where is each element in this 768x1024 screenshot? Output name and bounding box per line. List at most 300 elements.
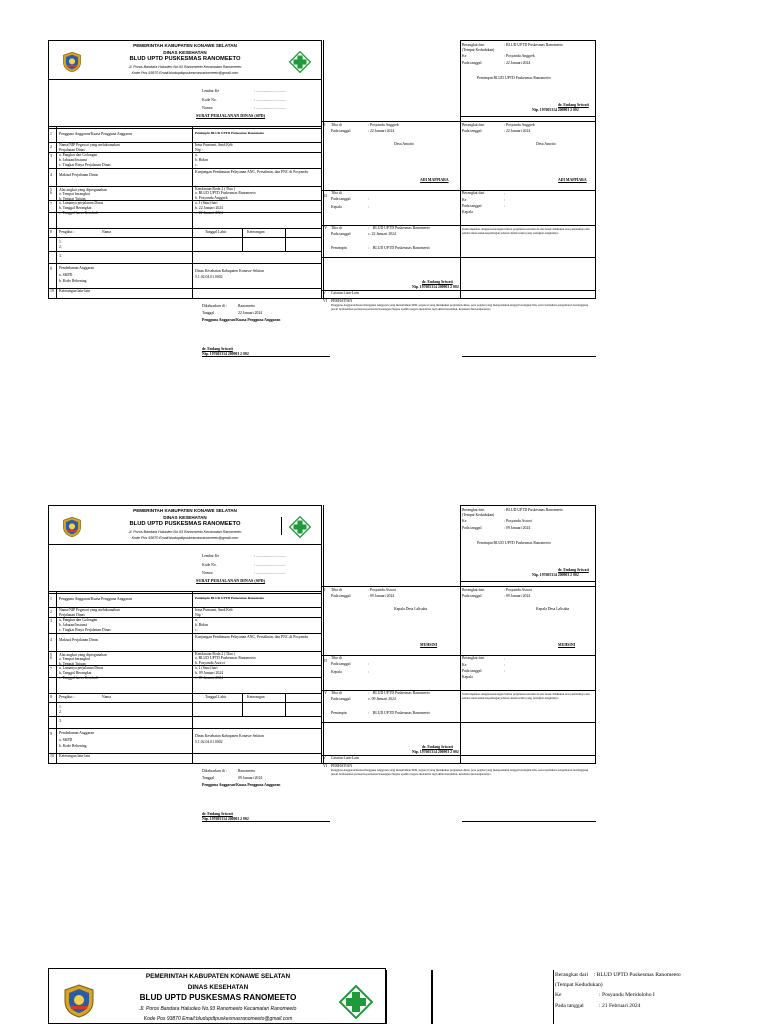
kepala-label: Kepala [462,675,473,679]
value-pengguna-anggaran: Pemimpin BLUD UPTD Puskesmas Ranomeeto [195,596,265,600]
row-number: 3 [50,619,52,623]
label-alat-angkut: Alat angkut yang dipergunakan [59,188,107,192]
ke-label: Ke [462,663,467,667]
label-pengikut: Pengikut : [59,230,75,234]
label-maksud: Maksud Perjalanan Dinas [59,638,99,642]
value-tgl-kembali: c. 09 Januari 2024 [195,676,223,680]
colon: : [504,198,506,202]
value-alat-angkut: Kendaraan Roda 2 ( Dua ) [195,652,235,656]
spd-document-1 [48,40,596,360]
telah-diperiksa-text: Telah diperiksa dengan keterangan bahwa perjalanan tersebut di atas benar dilakukan atas perintahnya dan semata mata untuk kepentingan jabatan dalam waktu yang sesingkat-singkatnya. [462,692,590,700]
tiba-tanggal: c. 22 Januari 2024 [368,232,396,236]
kode-label: Kode No. [202,98,217,102]
signer-nip: Nip. 197605314 200903 2 002 [532,108,579,112]
dikeluarkan-label: Dikeluarkan di : [202,304,227,308]
pengguna-label: Pengguna Anggaran/Kuasa Pengguna Anggaran [202,318,281,322]
rule-line [48,237,322,238]
rule-line [281,517,282,535]
health-cross-icon [289,516,311,538]
berangkat-value: : Posyandu Anggrek [504,123,535,127]
nomor-label: Nomor [202,106,213,110]
label-pengikut-tgl: Tanggal Lahir [205,230,227,234]
pemimpin-value: Pemimpin BLUD UPTD Puskesmas Ranomeeto [477,76,551,80]
pada-tanggal-label: Pada tanggal [331,232,351,236]
rule-line [322,586,596,587]
header-line3: BLUD UPTD PUSKESMAS RANOMEETO [129,56,241,62]
tanggal-value: 22 Januari 2024 [238,311,263,315]
tiba-tanggal: c. 09 Januari 2024 [368,697,396,701]
pemimpin-value: Pemimpin BLUD UPTD Puskesmas Ranomeeto [477,541,551,545]
header-line5: Kode Pos 93870 Email:bludupdtpuskesmasranomeeto@gmail.com [131,71,239,75]
perhatian-label: PERHATIAN [331,299,353,303]
value-tgl-kembali: c. 22 Januari 2024 [195,211,223,215]
pada-tanggal-value: : 09 Januari 2024 [504,526,531,530]
pemimpin-value: : BLUD UPTD Puskesmas Ranomeeto [368,711,430,715]
label-tempat-berangkat: a. Tempat berangkat [59,192,90,196]
header-line2: DINAS KESEHATAN [187,984,249,991]
pada-tanggal-label: Pada tanggal [462,204,482,208]
value-nama: Irma Purnami, Amd.Keb [195,608,233,612]
label-pengikut-tgl: Tanggal Lahir [205,695,227,699]
ke-label: Ke [462,198,467,202]
label-pembebanan: Pembebanan Anggaran [59,266,95,270]
header-line3: BLUD UPTD PUSKESMAS RANOMEETO [129,521,241,527]
health-cross-icon [339,985,373,1019]
label-keterangan: Keterangan lain-lain [59,754,91,758]
berangkat-label: Berangkat dari [462,508,485,512]
label-pengguna-anggaran: Pengguna Anggaran/Kuasa Pengguna Anggaran [59,597,132,601]
ke-value: : Posyandu Asoroi [504,519,532,523]
value-alat-angkut: Kendaraan Roda 2 ( Dua ) [195,187,235,191]
label-pengikut: Pengikut : [59,695,75,699]
tiba-tanggal: : 09 Januari 2024 [368,594,395,598]
label-tgl-kembali: c. Tanggal harus Kembali [59,211,98,215]
ke-value: : Posyandu Anggrek [504,54,535,58]
spd-title: SURAT PERJALANAN DINAS (SPD) [196,578,266,583]
rule-line [48,633,322,634]
label-nama-nip: Nama/NIP Pegawai yang melaksanakan [59,608,120,612]
label-tempat-berangkat: a. Tempat berangkat [59,657,90,661]
kepala-value: Desa Amotio [394,142,414,146]
row-number: VI [323,764,328,768]
rule-line [48,591,322,592]
rule-line [48,228,322,229]
berangkat-value: : Posyandu Asoroi [504,588,532,592]
pengikut-row: 1. [59,240,62,244]
rule-line [595,505,596,763]
signer-nip: Nip. 197605314 200903 2 002 [412,750,459,754]
rule-line [48,128,322,129]
value-skpd: Dinas Kesehatan Kabupaten Konawe Selatan [195,269,264,273]
value-tempat-tujuan: b. Posyandu Anggrek [195,196,228,200]
signer-name: dr. Endang Sriwati [558,568,589,572]
rule-line [322,298,596,299]
colon: : [504,663,506,667]
lembar-label: Lembar Ke [202,554,220,558]
value-kode-rekening: 5.1.02.04.01.0002 [195,740,223,744]
row-number: 2 [50,610,52,614]
pemimpin-label: Pemimpin [331,246,347,250]
sign-name: MUHSINI [420,643,438,647]
rule-line [56,591,57,763]
kepala-value: Kepala Desa Lalisaha [394,607,428,611]
header-line5: Kode Pos 93870 Email:bludupdtpuskesmasranomeeto@gmail.com [131,536,239,540]
rule-line [460,40,596,41]
rule-line [285,228,286,251]
rule-line [462,821,596,822]
rule-line [460,505,461,763]
pada-tanggal-label: Pada tanggal : 21 Februari 2024 [555,1003,641,1009]
signer-name: dr. Endang Sriwati [202,812,233,816]
rule-line [48,693,322,694]
header-box [48,968,386,1024]
pada-tanggal-label: Pada tanggal [331,662,351,666]
health-cross-icon [289,51,311,73]
pada-tanggal-label: Pada tanggal [462,61,482,65]
rule-line [48,251,322,252]
rule-line [460,40,461,298]
value-maksud: Kunjungan Pembinaan Pelayanan ANC, Persalinan, dan PNC di Posyandu [195,635,309,639]
row-number: 9 [50,267,52,271]
dikeluarkan-label: Dikeluarkan di : [202,769,227,773]
rule-line [48,651,322,652]
regency-logo-icon [61,516,83,538]
kedudukan-label: (Tempat Kedudukan) [555,982,603,988]
rule-line [192,591,193,763]
rule-line [322,121,596,122]
lembar-label: Lembar Ke [202,89,220,93]
kepala-label: Kepala [462,210,473,214]
label-jabatan: b. Jabatan/Instansi [59,158,88,162]
telah-diperiksa-text: Telah diperiksa dengan keterangan bahwa perjalanan tersebut di atas benar dilakukan atas perintahnya dan semata mata untuk kepentingan jabatan dalam waktu yang sesingkat-singkatnya. [462,227,590,235]
tiba-value: : Posyandu Anggrek [368,123,399,127]
pengikut-row: 2. [59,710,62,714]
rule-line [242,693,243,716]
kode-label: Kode No. [202,563,217,567]
pengikut-row: 2. [59,245,62,249]
label-keterangan: Keterangan lain-lain [59,289,91,293]
tiba-value: : Posyandu Asoroi [368,588,396,592]
lembar-value: : ............................... [254,89,286,93]
header-line3: BLUD UPTD PUSKESMAS RANOMEETO [139,993,297,1002]
perhatian-text: Pengguna Anggaran/Kuasa Pengguna Anggaran yang menerbitkan SPD, pegawai yang melakukan perjalanan dinas, para pejabat yang mengesahkan tanggal berangkat/tiba, serta bendahara pengeluaran bertanggung jawab berdasarkan peraturan-peraturan Keuangan Negara apabila negara menderita rugi akibat kesalahan, kelalaian dan kealpaannya [331,303,589,311]
row-number: 7 [50,667,52,671]
kepala-label: Kepala [331,205,342,209]
value-nama: Irma Purnami, Amd.Keb [195,143,233,147]
signer-nip: Nip. 197605314 200903 2 002 [532,573,579,577]
label-pembebanan: Pembebanan Anggaran [59,731,95,735]
pada-tanggal-label: Pada tanggal [462,129,482,133]
label-skpd: a. SKPD [59,273,73,277]
row-number: 1 [50,597,52,601]
catatan-label: Catatan Lain-Lain [331,291,359,295]
perhatian-label: PERHATIAN [331,764,353,768]
tiba-label: Tiba di [331,588,342,592]
row-number: 10 [50,289,54,293]
rule-line [48,702,322,703]
row-number: 10 [50,754,54,758]
sign-name: MUHSINI [558,643,576,647]
rule-line [192,126,193,298]
kepala-value: Kepala Desa Lalisaha [536,607,570,611]
row-number: 8 [50,695,52,699]
row-number: 6 [50,191,52,195]
header-line4: Jl. Poros Bandara Haluoleo No.93 Ranomeeto Kecamatan Ranomeeto [128,530,242,534]
row-number: 5 [50,653,52,657]
kedudukan-label: (Tempat Kedudukan) [462,513,495,517]
value-tgl-berangkat: b. 09 Januari 2024 [195,671,224,675]
kode-value: : ............................... [254,563,286,567]
header-line2: DINAS KESEHATAN [163,515,207,520]
rule-line [595,40,596,298]
sign-name: ADI MAPPIARA [420,178,449,182]
colon: : [504,669,506,673]
berangkat-label: Berangkat dari [462,656,485,660]
value-jabatan: b. Bidan [195,158,208,162]
value-tingkat: c. [195,628,198,632]
label-perjalanan-dinas: Perjalanan Dinas [59,613,85,617]
tiba-tanggal: : 22 Januari 2024 [368,129,395,133]
value-maksud: Kunjungan Pembinaan Pelayanan ANC, Persalinan, dan PNC di Posyandu [195,170,309,174]
label-pengguna-anggaran: Pengguna Anggaran/Kuasa Pengguna Anggaran [59,132,132,136]
tanggal-value: 09 Januari 2024 [238,776,263,780]
label-skpd: a. SKPD [59,738,73,742]
row-number: V [323,291,326,295]
label-pengikut-ket: Keterangan [247,230,265,234]
rule-line [48,80,49,298]
rule-line [322,763,596,764]
tiba-label: Tiba di [331,226,342,230]
kepala-label: Kepala [331,670,342,674]
kode-value: : ............................... [254,98,286,102]
tiba-label: Tiba di [331,123,342,127]
label-pangkat: a. Pangkat dan Golongan [59,618,98,622]
spd-document-3 [48,968,681,1024]
rule-line [321,505,322,763]
pada-tanggal-label: Pada tanggal [331,594,351,598]
pengikut-row: 3. [59,254,62,258]
pada-tanggal-value: : 22 Januari 2024 [504,129,531,133]
rule-line [56,126,57,298]
rule-line [322,755,596,756]
rule-line [285,693,286,716]
label-pengikut-nama: Nama [102,230,112,234]
colon: : [368,670,370,674]
pada-tanggal-label: Pada tanggal [462,594,482,598]
row-number: II [323,123,326,127]
value-tempat-tujuan: b. Posyandu Asoroi [195,661,225,665]
spd-title: SURAT PERJALANAN DINAS (SPD) [196,113,266,118]
label-tgl-kembali: c. Tanggal harus Kembali [59,676,98,680]
pada-tanggal-label: Pada tanggal [331,129,351,133]
rule-line [460,505,596,506]
rule-line [321,40,322,298]
row-number: 9 [50,732,52,736]
label-jabatan: b. Jabatan/Instansi [59,623,88,627]
label-nama-nip: Nama/NIP Pegawai yang melaksanakan [59,143,120,147]
value-skpd: Dinas Kesehatan Kabupaten Konawe Selatan [195,734,264,738]
value-pangkat: a. [195,153,198,157]
dikeluarkan-value: Ranomeeto [238,304,256,308]
berangkat-label: Berangkat dari [462,123,485,127]
row-number: 4 [50,173,52,177]
berangkat-label: Berangkat dari [462,588,485,592]
nomor-value: : ............................... [254,571,286,575]
row-number: IV [323,691,328,695]
label-alat-angkut: Alat angkut yang dipergunakan [59,653,107,657]
perhatian-text: Pengguna Anggaran/Kuasa Pengguna Anggaran yang menerbitkan SPD, pegawai yang melakukan perjalanan dinas, para pejabat yang mengesahkan tanggal berangkat/tiba, serta bendahara pengeluaran bertanggung jawab berdasarkan peraturan-peraturan Keuangan Negara apabila negara menderita rugi akibat kesalahan, kelalaian dan kealpaannya [331,768,589,776]
rule-line [322,225,596,226]
label-pengikut-ket: Keterangan [247,695,265,699]
colon: : [368,197,370,201]
header-line1: PEMERINTAH KABUPATEN KONAWE SELATAN [133,43,237,48]
rule-line [242,228,243,251]
pada-tanggal-label: Pada tanggal [462,669,482,673]
rule-line [322,655,596,656]
header-line2: DINAS KESEHATAN [163,50,207,55]
rule-line [322,257,596,258]
tiba-value: : BLUD UPTD Puskesmas Ranomeeto [368,226,430,230]
sign-name: ADI MAPPIARA [558,178,587,182]
rule-line [48,545,49,763]
regency-logo-icon [61,983,97,1019]
row-number: 8 [50,230,52,234]
row-number: VI [323,299,328,303]
regency-logo-icon [61,51,83,73]
tanggal-label: Tanggal [202,776,215,780]
pengikut-row: 1. [59,705,62,709]
row-number: 5 [50,188,52,192]
signer-name: dr. Endang Sriwati [558,103,589,107]
lembar-value: : ............................... [254,554,286,558]
rule-line [322,290,596,291]
rule-line [322,690,596,691]
berangkat-label: Berangkat dari [462,191,485,195]
kepala-value: Desa Amotio [536,142,556,146]
row-number: 2 [50,145,52,149]
value-pangkat: a. [195,618,198,622]
rule-line [48,263,322,264]
rule-line [322,722,596,723]
rule-line [202,821,330,822]
colon: : [504,192,506,196]
rule-line [460,116,596,117]
rule-line [48,716,322,717]
rule-line [48,728,322,729]
colon: : [504,204,506,208]
rule-line [48,763,322,764]
divider [553,970,554,1024]
label-perjalanan-dinas: Perjalanan Dinas [59,148,85,152]
header-line1: PEMERINTAH KABUPATEN KONAWE SELATAN [133,508,237,513]
berangkat-value: : BLUD UPTD Puskesmas Ranomeeto [504,508,564,512]
tanggal-label: Tanggal [202,311,215,315]
value-kode-rekening: 5.1.02.04.01.0002 [195,275,223,279]
pada-tanggal-label: Pada tanggal [462,526,482,530]
header-line1: PEMERINTAH KABUPATEN KONAWE SELATAN [145,973,291,980]
value-pengguna-anggaran: Pemimpin BLUD UPTD Puskesmas Ranomeeto [195,131,265,135]
colon: : [368,205,370,209]
signer-name: dr. Endang Sriwati [202,347,233,351]
value-nip: Nip - [195,148,203,152]
dikeluarkan-value: Ranomeeto [238,769,256,773]
label-pengikut-nama: Nama [102,695,112,699]
pemimpin-label: Pemimpin [331,711,347,715]
ke-label: Ke [462,54,467,58]
row-number: III [323,659,327,663]
rule-line [322,190,596,191]
header-line5: Kode Pos 93870 Email:bludupdtpuskesmasranomeeto@gmail.com [143,1016,293,1022]
tiba-value: : BLUD UPTD Puskesmas Ranomeeto [368,691,430,695]
label-kode-rekening: b. Kode Rekening [59,279,87,283]
signer-nip: Nip. 197605314 200903 2 002 [202,817,249,821]
pemimpin-value: : BLUD UPTD Puskesmas Ranomeeto [368,246,430,250]
berangkat-label: Berangkat dari [462,43,485,47]
pada-tanggal-value: : 22 Januari 2024 [504,61,531,65]
rule-line [48,186,322,187]
pada-tanggal-value: : 09 Januari 2024 [504,594,531,598]
tiba-label: Tiba di [331,191,342,195]
row-number: 1 [50,132,52,136]
nomor-value: : ............................... [254,106,286,110]
spd-document-2 [48,505,596,825]
tiba-label: Tiba di [331,656,342,660]
label-tgl-berangkat: b. Tanggal Berangkat [59,671,92,675]
pengguna-label: Pengguna Anggaran/Kuasa Pengguna Anggaran [202,783,281,787]
tiba-label: Tiba di [331,691,342,695]
label-tempat-tujuan: b. Tempat Tujuan [59,662,86,666]
label-pangkat: a. Pangkat dan Golongan [59,153,98,157]
value-jabatan: b. Bidan [195,623,208,627]
rule-line [48,126,322,127]
signer-nip: Nip. 197605314 200903 2 002 [412,285,459,289]
ke-label: Ke : Posyandu Meridoloho I [555,992,655,998]
row-number: 4 [50,638,52,642]
row-number: II [323,588,326,592]
pengikut-row: 3. [59,719,62,723]
value-tgl-berangkat: b. 22 Januari 2024 [195,206,224,210]
rule-line [460,581,596,582]
rule-line [48,168,322,169]
label-lama: a. Lamanya perjalanan Dinas [59,201,104,205]
row-number: 7 [50,202,52,206]
value-nip: Nip - [195,613,203,617]
rule-line [202,356,330,357]
pada-tanggal-label: Pada tanggal [331,197,351,201]
colon: : [368,662,370,666]
ke-label: Ke [462,519,467,523]
row-number: 6 [50,656,52,660]
signer-nip: Nip. 197605314 200903 2 002 [202,352,249,356]
row-number: IV [323,226,328,230]
signer-name: dr. Endang Sriwati [422,745,453,749]
header-line4: Jl. Poros Bandara Haluoleo No.93 Ranomeeto Kecamatan Ranomeeto [139,1006,297,1012]
catatan-label: Catatan Lain-Lain [331,756,359,760]
row-number: V [323,756,326,760]
label-tempat-tujuan: b. Tempat Tujuan [59,197,86,201]
value-tempat-berangkat: a. BLUD UPTD Puskesmas Ranomeeto [195,191,256,195]
label-lama: a. Lamanya perjalanan Dinas [59,666,104,670]
label-maksud: Maksud Perjalanan Dinas [59,173,99,177]
rule-line [48,593,322,594]
value-tingkat: c. [195,163,198,167]
label-tingkat-biaya: c. Tingkat Biaya Perjalanan Dinas [59,163,111,167]
label-tgl-berangkat: b. Tanggal Berangkat [59,206,92,210]
rule-line [323,505,324,763]
value-tempat-berangkat: a. BLUD UPTD Puskesmas Ranomeeto [195,656,256,660]
label-kode-rekening: b. Kode Rekening [59,744,87,748]
rule-line [48,298,322,299]
